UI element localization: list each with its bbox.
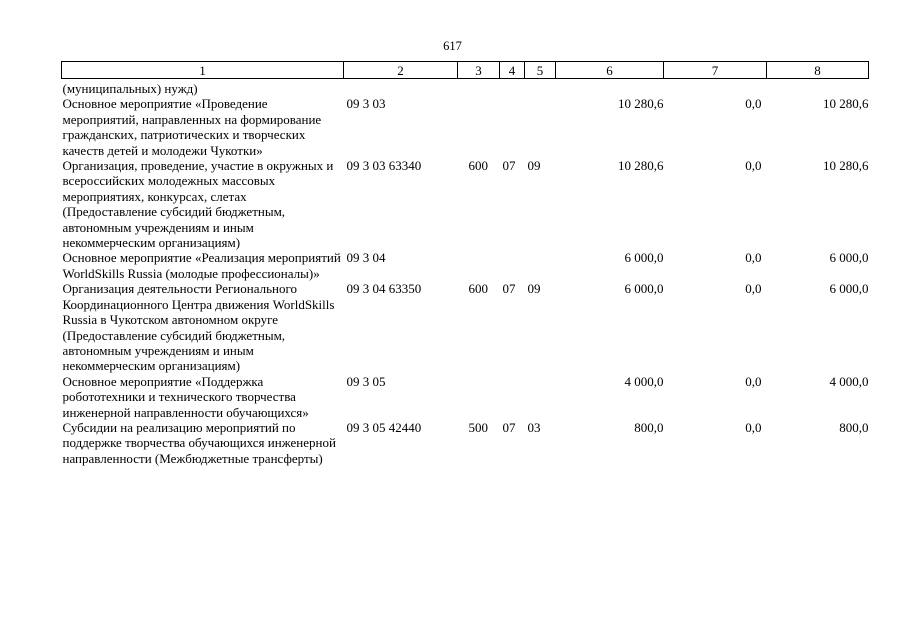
row-amount-8: 4 000,0 [829,373,869,389]
table-row [62,420,869,466]
row-subsection: 09 [527,281,541,297]
table-row [62,96,869,158]
row-subsection: 09 [527,158,541,174]
row-code: 09 3 03 [346,96,386,112]
row-description: Основное мероприятие «Реализация мероприятий WorldSkills Russia (молодые профессионалы)» [62,250,341,281]
row-description: Организация деятельности Регионального Координационного Центра движения WorldSkills Russia в Чукотском автономном округе (Предоставление субсидий бюджетным, автономным учреждениям и иным некоммерческим организациям) [62,281,335,374]
row-amount-7: 0,0 [745,281,762,297]
row-subsection [525,79,556,97]
row-subsection: 03 [527,419,541,435]
row-code: 09 3 03 63340 [346,158,422,174]
table-row [62,158,869,250]
row-description: Основное мероприятие «Проведение мероприятий, направленных на формирование гражданских, патриотических и творческих качеств детей и молодежи Чукотки» [62,96,322,158]
row-amount-7: 0,0 [745,373,762,389]
row-code [344,79,458,97]
row-description: Основное мероприятие «Поддержка робототехники и технического творчества инженерной направленности обучающихся» [62,373,309,420]
row-code: 09 3 05 42440 [346,419,422,435]
row-expense-type [458,374,500,420]
row-section [500,79,525,97]
row-expense-type [458,96,500,158]
row-section: 07 [502,419,516,435]
row-amount-6: 6 000,0 [624,281,664,297]
row-amount-6 [556,79,664,97]
row-code: 09 3 04 63350 [346,281,422,297]
row-amount-6: 6 000,0 [624,250,664,266]
row-amount-6: 800,0 [634,419,664,435]
row-subsection [525,96,556,158]
header-col-7: 7 [664,62,767,79]
row-amount-7: 0,0 [745,419,762,435]
row-expense-type: 600 [468,281,488,297]
header-col-1: 1 [62,62,344,79]
row-amount-8: 10 280,6 [823,96,869,112]
row-expense-type: 500 [468,419,488,435]
row-amount-8: 6 000,0 [829,281,869,297]
row-amount-8: 800,0 [839,419,869,435]
page-number: 617 [443,39,462,53]
row-code: 09 3 05 [346,373,386,389]
row-amount-7 [664,79,767,97]
row-amount-6: 4 000,0 [624,373,664,389]
row-amount-8: 10 280,6 [823,158,869,174]
row-expense-type [458,250,500,281]
row-section: 07 [502,281,516,297]
header-col-5: 5 [525,62,556,79]
row-amount-8: 6 000,0 [829,250,869,266]
header-col-3: 3 [458,62,500,79]
budget-table [61,61,869,466]
row-code: 09 3 04 [346,250,386,266]
row-expense-type [458,79,500,97]
table-row [62,374,869,420]
row-section: 07 [502,158,516,174]
table-row [62,250,869,281]
row-description: Организация, проведение, участие в окружных и всероссийских молодежных массовых мероприятиях, конкурсах, слетах (Предоставление субсидий бюджетным, автономным учреждениям и иным некоммерческим организациям) [62,158,334,251]
table-row [62,281,869,373]
row-subsection [525,374,556,420]
row-section [500,250,525,281]
table-row [62,79,869,97]
row-section [500,374,525,420]
row-subsection [525,250,556,281]
header-row [62,62,869,79]
header-col-2: 2 [344,62,458,79]
row-amount-6: 10 280,6 [618,158,664,174]
row-amount-6: 10 280,6 [618,96,664,112]
row-expense-type: 600 [468,158,488,174]
header-col-4: 4 [500,62,525,79]
row-section [500,96,525,158]
row-amount-7: 0,0 [745,96,762,112]
row-amount-7: 0,0 [745,158,762,174]
header-col-6: 6 [556,62,664,79]
row-amount-8 [767,79,869,97]
header-col-8: 8 [767,62,869,79]
row-description: (муниципальных) нужд) [62,81,198,96]
row-amount-7: 0,0 [745,250,762,266]
row-description: Субсидии на реализацию мероприятий по поддержке творчества обучающихся инженерной направленности (Межбюджетные трансферты) [62,419,336,466]
